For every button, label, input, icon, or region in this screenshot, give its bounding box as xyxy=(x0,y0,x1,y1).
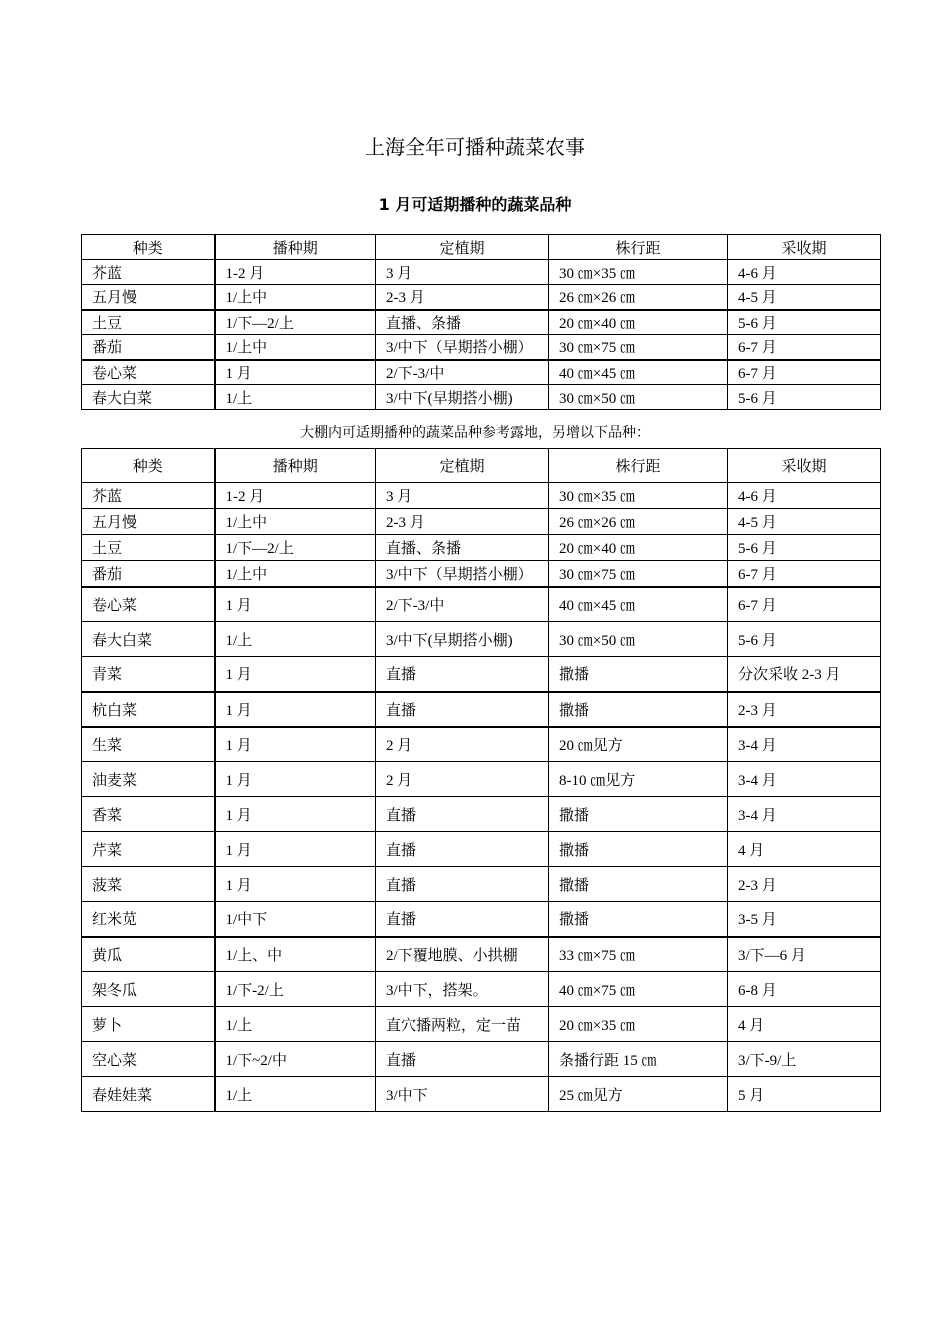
sowing-cell: 1/上中 xyxy=(215,509,376,535)
table-row xyxy=(82,509,881,535)
table-header-row xyxy=(82,235,881,260)
spacing-cell: 26 ㎝×26 ㎝ xyxy=(549,285,728,310)
header-spacing: 株行距 xyxy=(549,235,728,260)
transplant-cell: 2 月 xyxy=(376,762,549,797)
type-cell: 空心菜 xyxy=(82,1042,215,1077)
sowing-cell: 1/下~2/中 xyxy=(215,1042,376,1077)
table-row xyxy=(82,1042,881,1077)
transplant-cell: 3/中下（早期搭小棚） xyxy=(376,335,549,360)
type-cell: 春大白菜 xyxy=(82,622,215,657)
type-cell: 土豆 xyxy=(82,310,215,335)
table-row xyxy=(82,832,881,867)
spacing-cell: 20 ㎝×40 ㎝ xyxy=(549,535,728,561)
sowing-cell: 1 月 xyxy=(215,360,376,385)
sowing-cell: 1/上中 xyxy=(215,285,376,310)
harvest-cell: 5-6 月 xyxy=(728,535,881,561)
header-sowing-period: 播种期 xyxy=(215,449,376,483)
transplant-cell: 3/中下，搭架。 xyxy=(376,972,549,1007)
transplant-cell: 直穴播两粒，定一苗 xyxy=(376,1007,549,1042)
transplant-cell: 直播 xyxy=(376,797,549,832)
transplant-cell: 2/下-3/中 xyxy=(376,587,549,622)
table-row xyxy=(82,587,881,622)
harvest-cell: 4 月 xyxy=(728,832,881,867)
spacing-cell: 33 ㎝×75 ㎝ xyxy=(549,937,728,972)
type-cell: 油麦菜 xyxy=(82,762,215,797)
type-cell: 菠菜 xyxy=(82,867,215,902)
type-cell: 卷心菜 xyxy=(82,587,215,622)
harvest-cell: 4-6 月 xyxy=(728,260,881,285)
table-row xyxy=(82,727,881,762)
sowing-cell: 1 月 xyxy=(215,587,376,622)
type-cell: 卷心菜 xyxy=(82,360,215,385)
spacing-cell: 30 ㎝×35 ㎝ xyxy=(549,483,728,509)
table-row xyxy=(82,657,881,692)
table-row xyxy=(82,1007,881,1042)
spacing-cell: 30 ㎝×50 ㎝ xyxy=(549,622,728,657)
type-cell: 土豆 xyxy=(82,535,215,561)
spacing-cell: 8-10 ㎝见方 xyxy=(549,762,728,797)
harvest-cell: 3-4 月 xyxy=(728,762,881,797)
spacing-cell: 30 ㎝×75 ㎝ xyxy=(549,561,728,587)
spacing-cell: 20 ㎝×40 ㎝ xyxy=(549,310,728,335)
transplant-cell: 直播、条播 xyxy=(376,535,549,561)
spacing-cell: 20 ㎝见方 xyxy=(549,727,728,762)
harvest-cell: 6-7 月 xyxy=(728,335,881,360)
type-cell: 香菜 xyxy=(82,797,215,832)
spacing-cell: 25 ㎝见方 xyxy=(549,1077,728,1112)
sowing-cell: 1 月 xyxy=(215,867,376,902)
harvest-cell: 3-5 月 xyxy=(728,902,881,937)
transplant-cell: 3/中下（早期搭小棚） xyxy=(376,561,549,587)
table-row xyxy=(82,535,881,561)
sowing-cell: 1 月 xyxy=(215,727,376,762)
transplant-cell: 2/下覆地膜、小拱棚 xyxy=(376,937,549,972)
harvest-cell: 3/下-9/上 xyxy=(728,1042,881,1077)
spacing-cell: 撒播 xyxy=(549,657,728,692)
transplant-cell: 2-3 月 xyxy=(376,509,549,535)
transplant-cell: 3 月 xyxy=(376,260,549,285)
sowing-cell: 1 月 xyxy=(215,832,376,867)
transplant-cell: 3/中下 xyxy=(376,1077,549,1112)
table-row xyxy=(82,360,881,385)
outdoor-sowing-table xyxy=(81,234,881,410)
harvest-cell: 5 月 xyxy=(728,1077,881,1112)
sowing-cell: 1/上中 xyxy=(215,335,376,360)
table-row xyxy=(82,622,881,657)
sowing-cell: 1/上 xyxy=(215,1077,376,1112)
table-row xyxy=(82,285,881,310)
spacing-cell: 30 ㎝×50 ㎝ xyxy=(549,385,728,410)
sowing-cell: 1 月 xyxy=(215,762,376,797)
page-title: 上海全年可播种蔬菜农事 xyxy=(365,135,585,159)
transplant-cell: 直播 xyxy=(376,1042,549,1077)
harvest-cell: 4-5 月 xyxy=(728,285,881,310)
sowing-cell: 1/上中 xyxy=(215,561,376,587)
type-cell: 红米苋 xyxy=(82,902,215,937)
transplant-cell: 直播 xyxy=(376,657,549,692)
table-row xyxy=(82,385,881,410)
header-harvest-period: 采收期 xyxy=(728,235,881,260)
harvest-cell: 3/下—6 月 xyxy=(728,937,881,972)
type-cell: 春大白菜 xyxy=(82,385,215,410)
spacing-cell: 撒播 xyxy=(549,867,728,902)
transplant-cell: 2-3 月 xyxy=(376,285,549,310)
table-row xyxy=(82,310,881,335)
type-cell: 番茄 xyxy=(82,561,215,587)
spacing-cell: 撒播 xyxy=(549,902,728,937)
transplant-cell: 3/中下(早期搭小棚) xyxy=(376,385,549,410)
type-cell: 生菜 xyxy=(82,727,215,762)
spacing-cell: 20 ㎝×35 ㎝ xyxy=(549,1007,728,1042)
transplant-cell: 直播 xyxy=(376,692,549,727)
spacing-cell: 撒播 xyxy=(549,692,728,727)
spacing-cell: 40 ㎝×45 ㎝ xyxy=(549,360,728,385)
sowing-cell: 1/中下 xyxy=(215,902,376,937)
type-cell: 架冬瓜 xyxy=(82,972,215,1007)
type-cell: 杭白菜 xyxy=(82,692,215,727)
header-transplant-period: 定植期 xyxy=(376,235,549,260)
sowing-cell: 1/下—2/上 xyxy=(215,535,376,561)
type-cell: 黄瓜 xyxy=(82,937,215,972)
header-harvest-period: 采收期 xyxy=(728,449,881,483)
type-cell: 芥蓝 xyxy=(82,483,215,509)
table-row xyxy=(82,867,881,902)
transplant-cell: 直播 xyxy=(376,867,549,902)
spacing-cell: 30 ㎝×35 ㎝ xyxy=(549,260,728,285)
transplant-cell: 直播、条播 xyxy=(376,310,549,335)
table-row xyxy=(82,902,881,937)
header-spacing: 株行距 xyxy=(549,449,728,483)
transplant-cell: 3 月 xyxy=(376,483,549,509)
table-row xyxy=(82,692,881,727)
type-cell: 五月慢 xyxy=(82,509,215,535)
harvest-cell: 2-3 月 xyxy=(728,867,881,902)
table-row xyxy=(82,937,881,972)
sowing-cell: 1-2 月 xyxy=(215,260,376,285)
harvest-cell: 6-8 月 xyxy=(728,972,881,1007)
harvest-cell: 6-7 月 xyxy=(728,360,881,385)
sowing-cell: 1/上 xyxy=(215,385,376,410)
sowing-cell: 1 月 xyxy=(215,797,376,832)
harvest-cell: 3-4 月 xyxy=(728,797,881,832)
harvest-cell: 5-6 月 xyxy=(728,622,881,657)
table-header-row xyxy=(82,449,881,483)
sowing-cell: 1 月 xyxy=(215,657,376,692)
table-row xyxy=(82,972,881,1007)
harvest-cell: 6-7 月 xyxy=(728,587,881,622)
type-cell: 五月慢 xyxy=(82,285,215,310)
transplant-cell: 2 月 xyxy=(376,727,549,762)
table-row xyxy=(82,260,881,285)
type-cell: 春娃娃菜 xyxy=(82,1077,215,1112)
sowing-cell: 1/下-2/上 xyxy=(215,972,376,1007)
type-cell: 芥蓝 xyxy=(82,260,215,285)
header-sowing-period: 播种期 xyxy=(215,235,376,260)
harvest-cell: 4 月 xyxy=(728,1007,881,1042)
header-type: 种类 xyxy=(82,449,215,483)
type-cell: 番茄 xyxy=(82,335,215,360)
header-type: 种类 xyxy=(82,235,215,260)
harvest-cell: 3-4 月 xyxy=(728,727,881,762)
transplant-cell: 3/中下(早期搭小棚) xyxy=(376,622,549,657)
sowing-cell: 1/上、中 xyxy=(215,937,376,972)
sowing-cell: 1/上 xyxy=(215,1007,376,1042)
spacing-cell: 26 ㎝×26 ㎝ xyxy=(549,509,728,535)
harvest-cell: 4-6 月 xyxy=(728,483,881,509)
spacing-cell: 条播行距 15 ㎝ xyxy=(549,1042,728,1077)
type-cell: 芹菜 xyxy=(82,832,215,867)
section-subtitle: 1 月可适期播种的蔬菜品种 xyxy=(378,195,572,214)
type-cell: 萝卜 xyxy=(82,1007,215,1042)
harvest-cell: 2-3 月 xyxy=(728,692,881,727)
table-row xyxy=(82,797,881,832)
table-row xyxy=(82,483,881,509)
transplant-cell: 2/下-3/中 xyxy=(376,360,549,385)
harvest-cell: 4-5 月 xyxy=(728,509,881,535)
table-row xyxy=(82,762,881,797)
harvest-cell: 分次采收 2-3 月 xyxy=(728,657,881,692)
table-row xyxy=(82,561,881,587)
sowing-cell: 1/上 xyxy=(215,622,376,657)
table-row xyxy=(82,1077,881,1112)
greenhouse-sowing-table xyxy=(81,448,881,1112)
sowing-cell: 1/下—2/上 xyxy=(215,310,376,335)
sowing-cell: 1 月 xyxy=(215,692,376,727)
harvest-cell: 5-6 月 xyxy=(728,385,881,410)
spacing-cell: 撒播 xyxy=(549,797,728,832)
header-transplant-period: 定植期 xyxy=(376,449,549,483)
table-row xyxy=(82,335,881,360)
greenhouse-note: 大棚内可适期播种的蔬菜品种参考露地，另增以下品种： xyxy=(300,426,650,441)
spacing-cell: 30 ㎝×75 ㎝ xyxy=(549,335,728,360)
harvest-cell: 5-6 月 xyxy=(728,310,881,335)
transplant-cell: 直播 xyxy=(376,902,549,937)
spacing-cell: 撒播 xyxy=(549,832,728,867)
spacing-cell: 40 ㎝×45 ㎝ xyxy=(549,587,728,622)
harvest-cell: 6-7 月 xyxy=(728,561,881,587)
sowing-cell: 1-2 月 xyxy=(215,483,376,509)
spacing-cell: 40 ㎝×75 ㎝ xyxy=(549,972,728,1007)
type-cell: 青菜 xyxy=(82,657,215,692)
transplant-cell: 直播 xyxy=(376,832,549,867)
